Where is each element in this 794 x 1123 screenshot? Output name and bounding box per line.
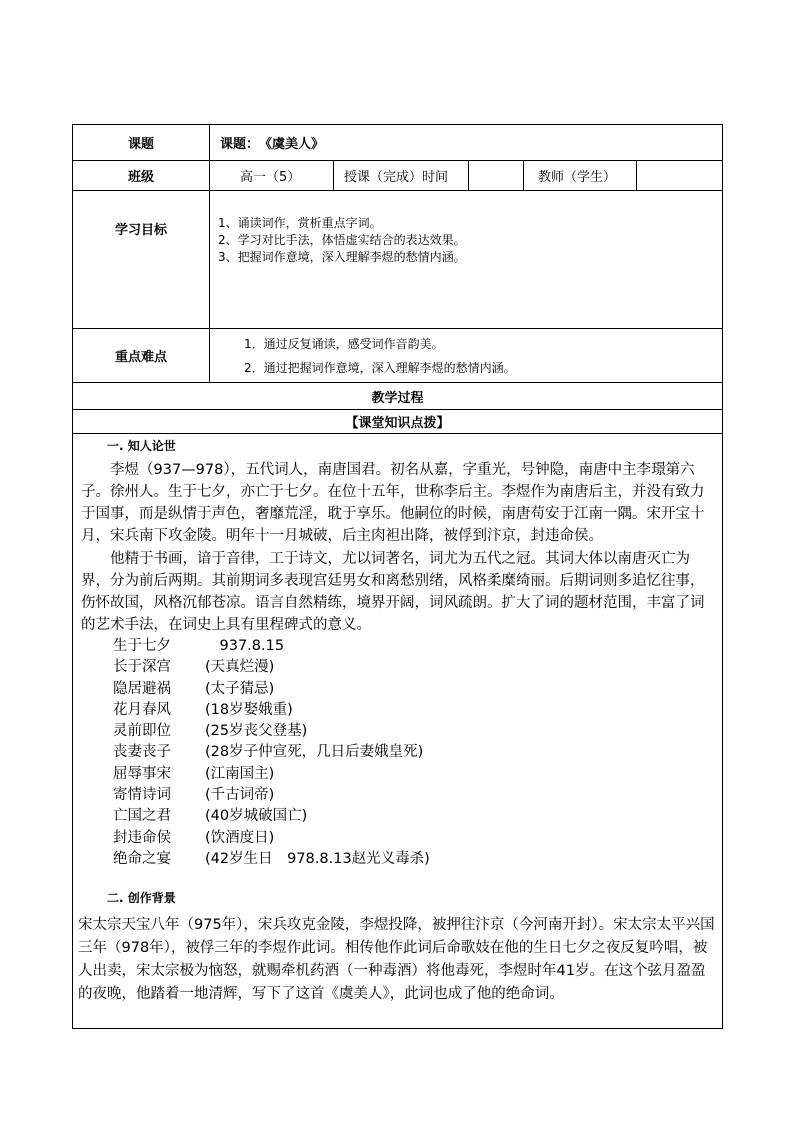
key-label: 重点难点 <box>73 329 210 383</box>
tips-title: 【课堂知识点拨】 <box>73 410 723 434</box>
timeline-note: (42岁生日 978.8.13赵光义毒杀) <box>205 850 430 867</box>
life-timeline <box>113 636 722 870</box>
timeline-row <box>113 764 722 785</box>
section-heading: 一. 知人论世 <box>107 439 176 453</box>
timeline-row <box>113 679 722 700</box>
timeline-note: (太子猜忌) <box>205 680 275 697</box>
timeline-note: (28岁子仲宣死，几日后妻娥皇死) <box>205 744 424 761</box>
topic-row <box>73 125 723 161</box>
key-row <box>73 329 723 383</box>
goal-item: 2、学习对比手法，体悟虚实结合的表达效果。 <box>218 233 466 247</box>
goals-label: 学习目标 <box>73 191 210 329</box>
timeline-row <box>113 721 722 742</box>
timeline-event: 屈辱事宋 <box>113 765 171 782</box>
timeline-event: 封违命侯 <box>113 829 171 846</box>
timeline-event: 灵前即位 <box>113 723 171 740</box>
class-row <box>73 161 723 191</box>
topic-label: 课题 <box>73 125 210 161</box>
timeline-note: (18岁娶娥重) <box>205 701 293 718</box>
timeline-row <box>113 742 722 763</box>
teacher-label: 教师（学生） <box>524 161 637 191</box>
timeline-event: 寄情诗词 <box>113 787 171 804</box>
goal-item: 3、把握词作意境，深入理解李煜的愁情内涵。 <box>218 250 466 264</box>
timeline-note: 937.8.15 <box>205 638 285 654</box>
lesson-plan-table <box>72 124 723 1029</box>
time-value <box>469 161 524 191</box>
timeline-row <box>113 849 722 870</box>
timeline-note: (40岁城破国亡) <box>205 808 308 825</box>
topic-value: 课题： 《虞美人》 <box>210 125 723 161</box>
timeline-event: 亡国之君 <box>113 808 171 825</box>
style-paragraph: 他精于书画，谙于音律，工于诗文，尤以词著名，词尤为五代之冠。其词大体以南唐灭亡为界，分为前后两期。其前期词多表现宫廷男女和离愁别绪，风格柔糜绮丽。后期词则多追忆往事，伤怀故国，风格沉郁苍凉。语言自然精练，境界开阔，词风疏朗。扩大了词的题材范围，丰富了词的艺术手法，在词史上具有里程碑式的意义。 <box>81 551 705 633</box>
timeline-event: 绝命之宴 <box>113 850 171 867</box>
tips-row <box>73 410 723 434</box>
class-value: 高一（5） <box>210 161 334 191</box>
process-title: 教学过程 <box>73 383 723 410</box>
goals-list <box>210 191 723 329</box>
timeline-row <box>113 657 722 678</box>
timeline-note: (25岁丧父登基) <box>205 723 308 740</box>
timeline-note: (天真烂漫) <box>205 659 275 676</box>
timeline-row <box>113 806 722 827</box>
process-row <box>73 383 723 410</box>
timeline-event: 生于七夕 <box>113 638 171 654</box>
timeline-event: 隐居避祸 <box>113 680 171 697</box>
timeline-note: (饮酒度日) <box>205 829 275 846</box>
key-list <box>210 329 723 383</box>
timeline-row <box>113 700 722 721</box>
teacher-value <box>637 161 723 191</box>
class-label: 班级 <box>73 161 210 191</box>
timeline-row <box>113 785 722 806</box>
key-item: 2．通过把握词作意境，深入理解李煜的愁情内涵。 <box>244 360 516 375</box>
timeline-event: 丧妻丧子 <box>113 744 171 761</box>
goals-row <box>73 191 723 329</box>
key-item: 1．通过反复诵读，感受词作音韵美。 <box>244 336 444 351</box>
timeline-row <box>113 636 722 657</box>
bio-paragraph: 李煜（937—978），五代词人，南唐国君。初名从嘉，字重光，号钟隐，南唐中主李璟第六子。徐州人。生于七夕，亦亡于七夕。在位十五年，世称李后主。李煜作为南唐后主，并没有致力于国事，而是纵情于声色，奢靡荒淫，耽于享乐。他嗣位的时候，南唐苟安于江南一隅。宋开宝十月，宋兵南下攻金陵。明年十一月城破，后主肉袒出降，被俘到汴京，封违命侯。 <box>81 462 705 544</box>
background-paragraph: 宋太宗天宝八年（975年），宋兵攻克金陵，李煜投降，被押往汴京（今河南开封）。宋太宗太平兴国三年（978年），被俘三年的李煜作此词。相传他作此词后命歌妓在他的生日七夕之夜反复吟唱，被人出卖，宋太宗极为恼怒，就赐牵机药酒（一种毒酒）将他毒死，李煜时年41岁。在这个弦月盈盈的夜晚，他踏着一地清辉，写下了这首《虞美人》，此词也成了他的绝命词。 <box>78 917 715 1003</box>
timeline-row <box>113 828 722 849</box>
timeline-note: (千古词帝) <box>205 787 275 804</box>
section-heading: 二. 创作背景 <box>107 891 176 906</box>
content-cell <box>73 434 723 1029</box>
timeline-event: 花月春风 <box>113 701 171 718</box>
content-row <box>73 434 723 1029</box>
time-label: 授课（完成）时间 <box>334 161 469 191</box>
timeline-note: (江南国主) <box>205 765 275 782</box>
timeline-event: 长于深宫 <box>113 659 171 676</box>
goal-item: 1、诵读词作，赏析重点字词。 <box>218 216 382 230</box>
